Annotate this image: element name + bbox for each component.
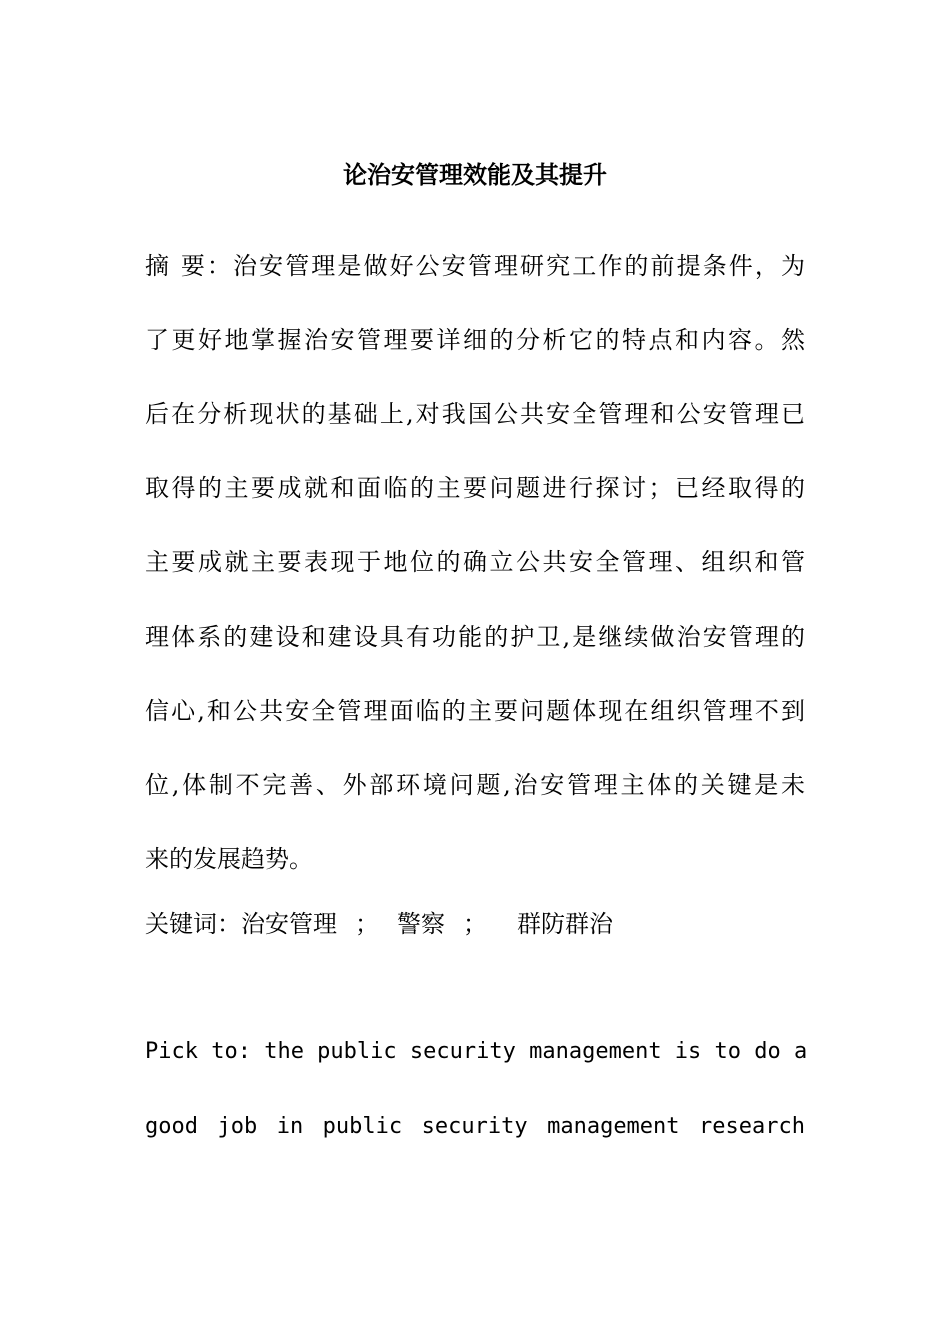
abstract-line-8: 位,体制不完善、外部环境问题,治安管理主体的关键是未: [145, 771, 805, 799]
keyword-separator: ；: [355, 910, 379, 938]
keywords-line: [145, 906, 805, 942]
abstract-line-4: 取得的主要成就和面临的主要问题进行探讨；已经取得的: [145, 474, 805, 502]
keyword-item: 群防群治: [517, 910, 613, 938]
abstract-line-1: 摘 要：治安管理是做好公安管理研究工作的前提条件，为: [145, 252, 805, 280]
abstract-line-6: 理体系的建设和建设具有功能的护卫,是继续做治安管理的: [145, 623, 805, 651]
keyword-separator: ；: [463, 910, 487, 938]
keyword-item: 警察: [397, 910, 445, 938]
document-title: 论治安管理效能及其提升: [343, 161, 607, 189]
abstract-line-9: 来的发展趋势。: [145, 845, 313, 873]
abstract-line-5: 主要成就主要表现于地位的确立公共安全管理、组织和管: [145, 548, 805, 576]
keyword-item: 治安管理: [241, 910, 337, 938]
english-abstract-line-1: Pick to: the public security management is to do a: [145, 1039, 808, 1064]
abstract-line-3: 后在分析现状的基础上,对我国公共安全管理和公安管理已: [145, 400, 805, 428]
abstract-line-7: 信心,和公共安全管理面临的主要问题体现在组织管理不到: [145, 697, 805, 725]
english-abstract-line-2: good job in public security management research: [145, 1114, 805, 1139]
abstract-line-2: 了更好地掌握治安管理要详细的分析它的特点和内容。然: [145, 326, 805, 354]
keywords-label: 关键词：: [145, 910, 241, 938]
